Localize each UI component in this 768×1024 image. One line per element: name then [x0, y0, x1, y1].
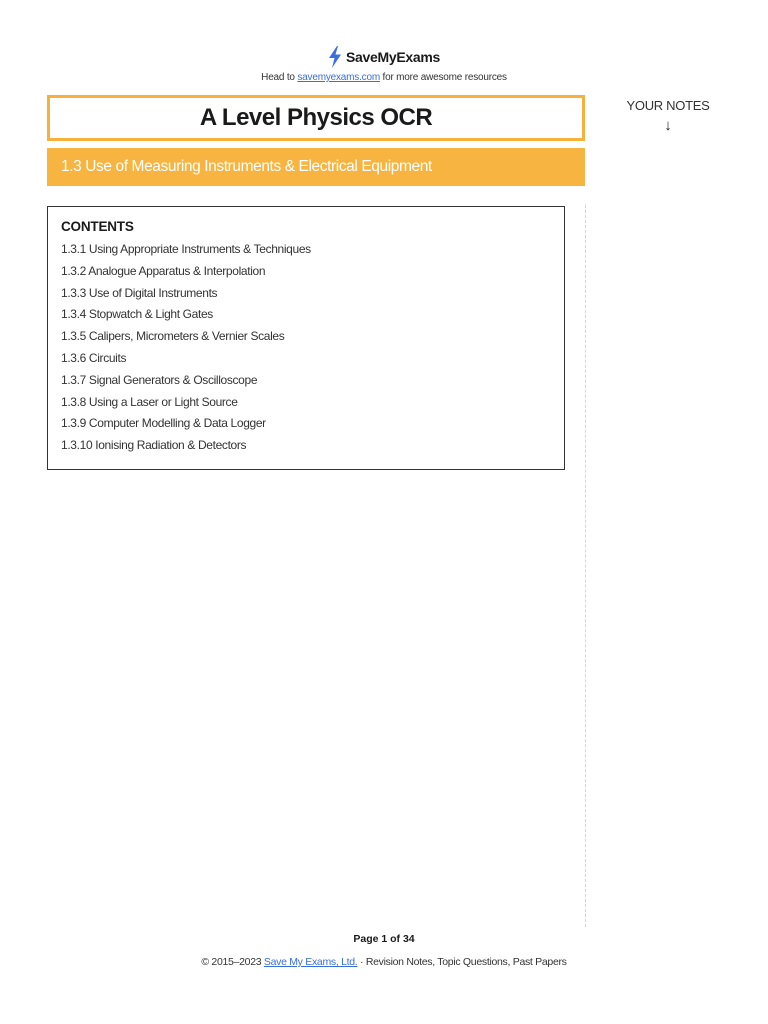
contents-item[interactable]: 1.3.3 Use of Digital Instruments [61, 285, 218, 300]
contents-item[interactable]: 1.3.9 Computer Modelling & Data Logger [61, 416, 266, 431]
contents-item[interactable]: 1.3.1 Using Appropriate Instruments & Techniques [61, 242, 311, 256]
contents-item[interactable]: 1.3.6 Circuits [61, 350, 127, 365]
subtitle-bar [47, 148, 585, 186]
page-subtitle: 1.3 Use of Measuring Instruments & Electrical Equipment [61, 158, 432, 175]
tagline-suffix: for more awesome resources [379, 72, 507, 83]
tagline-prefix: Head to [261, 72, 298, 83]
lightning-bolt-icon [328, 46, 342, 68]
page-title: A Level Physics OCR [199, 104, 433, 131]
copyright-prefix: © 2015–2023 [201, 956, 264, 968]
contents-item[interactable]: 1.3.8 Using a Laser or Light Source [61, 394, 238, 409]
title-box [47, 95, 585, 141]
copyright-suffix: · Revision Notes, Topic Questions, Past Papers [357, 956, 567, 968]
brand-logo[interactable] [0, 46, 768, 68]
contents-item[interactable]: 1.3.4 Stopwatch & Light Gates [61, 307, 213, 322]
logo-text: SaveMyExams [346, 49, 440, 65]
footer-copyright [0, 956, 768, 968]
notes-divider [585, 205, 586, 927]
contents-heading: CONTENTS [61, 219, 134, 234]
contents-item[interactable]: 1.3.5 Calipers, Micrometers & Vernier Scales [61, 329, 285, 344]
page-number: Page 1 of 34 [353, 933, 415, 945]
header-tagline [0, 72, 768, 83]
your-notes-label: YOUR NOTES [626, 98, 710, 113]
copyright-link[interactable]: Save My Exams, Ltd. [263, 956, 358, 968]
contents-item[interactable]: 1.3.10 Ionising Radiation & Detectors [61, 438, 247, 453]
contents-item[interactable]: 1.3.7 Signal Generators & Oscilloscope [61, 372, 258, 387]
contents-list [61, 239, 564, 457]
tagline-link[interactable]: savemyexams.com [297, 72, 380, 83]
contents-item[interactable]: 1.3.2 Analogue Apparatus & Interpolation [61, 263, 266, 278]
contents-box [47, 206, 565, 470]
arrow-down-icon: ↓ [664, 117, 672, 134]
